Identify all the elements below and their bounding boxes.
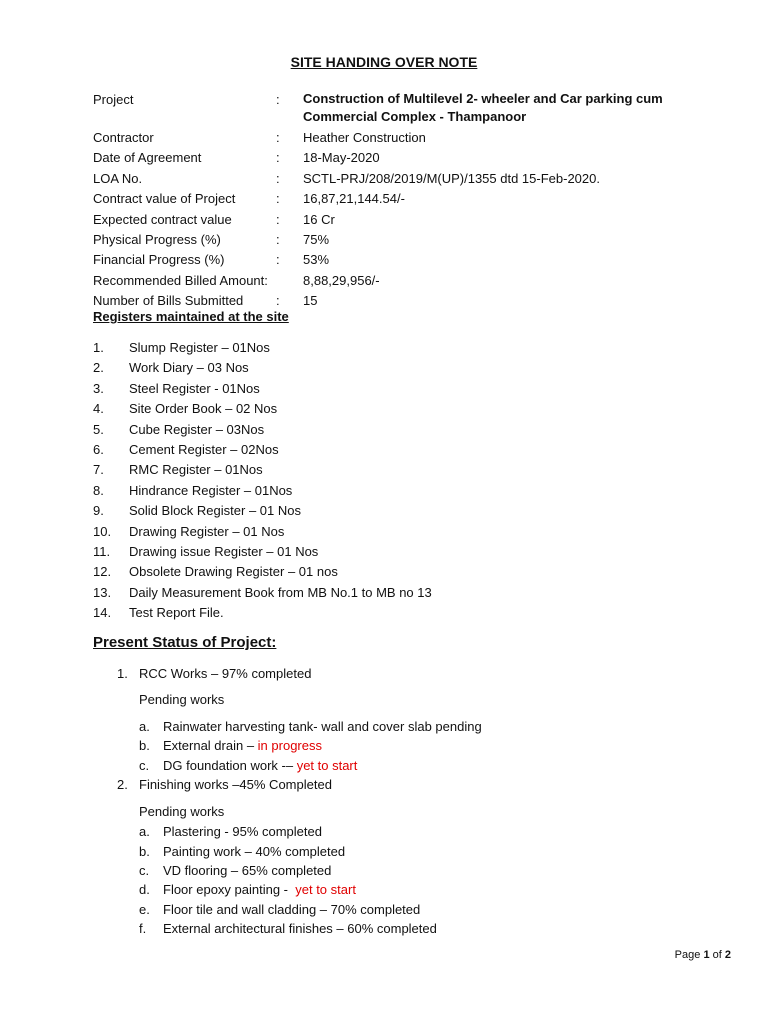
status-item-rcc: [117, 664, 717, 684]
list-item: [139, 736, 717, 755]
status-heading: Present Status of Project:: [93, 634, 277, 651]
info-label: LOA No.: [93, 170, 143, 186]
info-value: Heather Construction: [303, 130, 426, 145]
item-number: 6.: [93, 442, 104, 458]
info-colon: :: [276, 130, 280, 145]
project-name-line1: Construction of Multilevel 2- wheeler and Car parking cum: [303, 91, 663, 106]
item-text: DG foundation work -–: [163, 757, 297, 773]
list-item: [93, 338, 693, 358]
info-row-financial-progress: [93, 250, 713, 270]
item-text: Work Diary – 03 Nos: [129, 360, 249, 376]
item-text: Drawing Register – 01 Nos: [129, 523, 285, 539]
item-number: 4.: [93, 401, 104, 417]
item-text: External architectural finishes – 60% completed: [163, 921, 437, 937]
list-item: [139, 919, 717, 938]
info-row-recommended-billed-amount: [93, 271, 713, 291]
pending-works-label: Pending works: [139, 692, 225, 707]
list-item: [93, 358, 693, 378]
registers-list: [93, 338, 693, 624]
page-word: Page: [674, 949, 701, 961]
item-number: 12.: [93, 564, 112, 580]
item-text: Cement Register – 02Nos: [129, 442, 279, 458]
list-item: [139, 880, 717, 899]
item-number: 5.: [93, 421, 104, 437]
item-letter: a.: [139, 824, 150, 840]
list-item: [93, 501, 693, 521]
list-item: [139, 717, 717, 736]
current-page: 1: [703, 949, 710, 961]
info-colon: :: [276, 232, 280, 248]
list-item: [93, 460, 693, 480]
project-name-line2: Commercial Complex - Thampanoor: [303, 109, 527, 124]
item-text: Plastering - 95% completed: [163, 824, 322, 840]
info-value: [303, 90, 713, 126]
status-highlight: in progress: [257, 738, 322, 754]
info-label: Recommended Billed Amount:: [93, 272, 268, 288]
item-number: 14.: [93, 605, 112, 621]
page-number: [675, 949, 731, 961]
total-pages: 2: [724, 949, 731, 961]
item-number: 1.: [93, 340, 104, 355]
list-item: [93, 603, 693, 623]
item-text: Steel Register - 01Nos: [129, 380, 260, 396]
info-label: Date of Agreement: [93, 150, 202, 166]
item-letter: c.: [139, 757, 150, 773]
info-row-contract-value: [93, 189, 713, 209]
info-colon: :: [276, 252, 280, 268]
info-colon: :: [276, 293, 280, 309]
item-text: RCC Works – 97% completed: [139, 666, 312, 681]
item-letter: d.: [139, 882, 150, 898]
item-text: Finishing works –45% Completed: [139, 777, 332, 793]
item-number: 13.: [93, 584, 112, 600]
document-title: SITE HANDING OVER NOTE: [290, 54, 478, 70]
info-value: 8,88,29,956/-: [303, 272, 380, 288]
info-colon: :: [276, 211, 280, 227]
list-item: [93, 440, 693, 460]
list-item: [93, 399, 693, 419]
info-colon: :: [276, 150, 280, 166]
list-item: [93, 583, 693, 603]
list-item: [93, 379, 693, 399]
item-letter: a.: [139, 719, 150, 734]
pending-list-finishing: [139, 822, 717, 938]
item-number: 8.: [93, 482, 104, 498]
info-value: 15: [303, 293, 318, 309]
item-text: RMC Register – 01Nos: [129, 462, 263, 478]
list-item: [139, 842, 717, 861]
list-item: [93, 542, 693, 562]
info-label: Project: [93, 92, 134, 107]
pending-works-label: Pending works: [139, 804, 225, 820]
item-number: 2.: [93, 360, 104, 376]
list-item: [93, 522, 693, 542]
item-text: Test Report File.: [129, 605, 224, 621]
info-label: Contractor: [93, 130, 154, 145]
item-text: Daily Measurement Book from MB No.1 to MB no 13: [129, 584, 432, 600]
item-number: 10.: [93, 523, 112, 539]
info-value: 75%: [303, 232, 330, 248]
info-colon: :: [276, 170, 280, 186]
status-block: [117, 664, 717, 939]
item-letter: c.: [139, 863, 150, 879]
item-text: Site Order Book – 02 Nos: [129, 401, 278, 417]
info-value: 16 Cr: [303, 211, 335, 227]
item-text: VD flooring – 65% completed: [163, 863, 332, 879]
info-row-date-of-agreement: [93, 148, 713, 168]
project-info-block: [93, 90, 713, 312]
info-value: SCTL-PRJ/208/2019/M(UP)/1355 dtd 15-Feb-2020.: [303, 170, 600, 186]
item-number: 11.: [93, 544, 111, 560]
info-colon: :: [276, 191, 280, 207]
list-item: [93, 481, 693, 501]
item-text: Obsolete Drawing Register – 01 nos: [129, 564, 338, 580]
item-text: Cube Register – 03Nos: [129, 421, 265, 437]
info-value: 16,87,21,144.54/-: [303, 191, 405, 207]
info-row-physical-progress: [93, 230, 713, 250]
registers-heading: Registers maintained at the site: [93, 309, 289, 324]
item-text: Floor tile and wall cladding – 70% completed: [163, 901, 421, 917]
item-text: Rainwater harvesting tank- wall and cover slab pending: [163, 719, 482, 734]
info-row-loa: [93, 169, 713, 189]
item-letter: f.: [139, 921, 147, 937]
info-row-contractor: [93, 128, 713, 148]
list-item: [93, 420, 693, 440]
item-number: 2.: [117, 777, 128, 793]
item-text: Painting work – 40% completed: [163, 843, 346, 859]
info-label: Expected contract value: [93, 211, 232, 227]
item-number: 9.: [93, 503, 104, 519]
list-item: [139, 900, 717, 919]
pending-list-rcc: [139, 717, 717, 775]
item-number: 1.: [117, 666, 128, 681]
info-label: Number of Bills Submitted: [93, 293, 244, 309]
list-item: [139, 861, 717, 880]
status-item-finishing: [117, 775, 717, 795]
info-label: Physical Progress (%): [93, 232, 221, 248]
info-colon: :: [276, 92, 280, 107]
list-item: [139, 756, 717, 775]
item-text: Floor epoxy painting -: [163, 882, 296, 898]
list-item: [93, 562, 693, 582]
list-item: [139, 822, 717, 841]
info-row-expected-contract-value: [93, 210, 713, 230]
item-letter: e.: [139, 901, 150, 917]
item-number: 7.: [93, 462, 104, 478]
info-label: Contract value of Project: [93, 191, 236, 207]
item-letter: b.: [139, 843, 150, 859]
info-value: 53%: [303, 252, 330, 268]
of-word: of: [712, 949, 722, 961]
item-text: Hindrance Register – 01Nos: [129, 482, 293, 498]
status-highlight: yet to start: [295, 882, 356, 898]
info-value: 18-May-2020: [303, 150, 380, 166]
item-text: Drawing issue Register – 01 Nos: [129, 544, 319, 560]
item-text: Solid Block Register – 01 Nos: [129, 503, 301, 519]
info-label: Financial Progress (%): [93, 252, 225, 268]
item-number: 3.: [93, 380, 104, 396]
item-text: External drain –: [163, 738, 258, 754]
item-letter: b.: [139, 738, 150, 754]
info-row-project: [93, 90, 713, 126]
status-highlight: yet to start: [296, 757, 358, 773]
item-text: Slump Register – 01Nos: [129, 340, 270, 355]
